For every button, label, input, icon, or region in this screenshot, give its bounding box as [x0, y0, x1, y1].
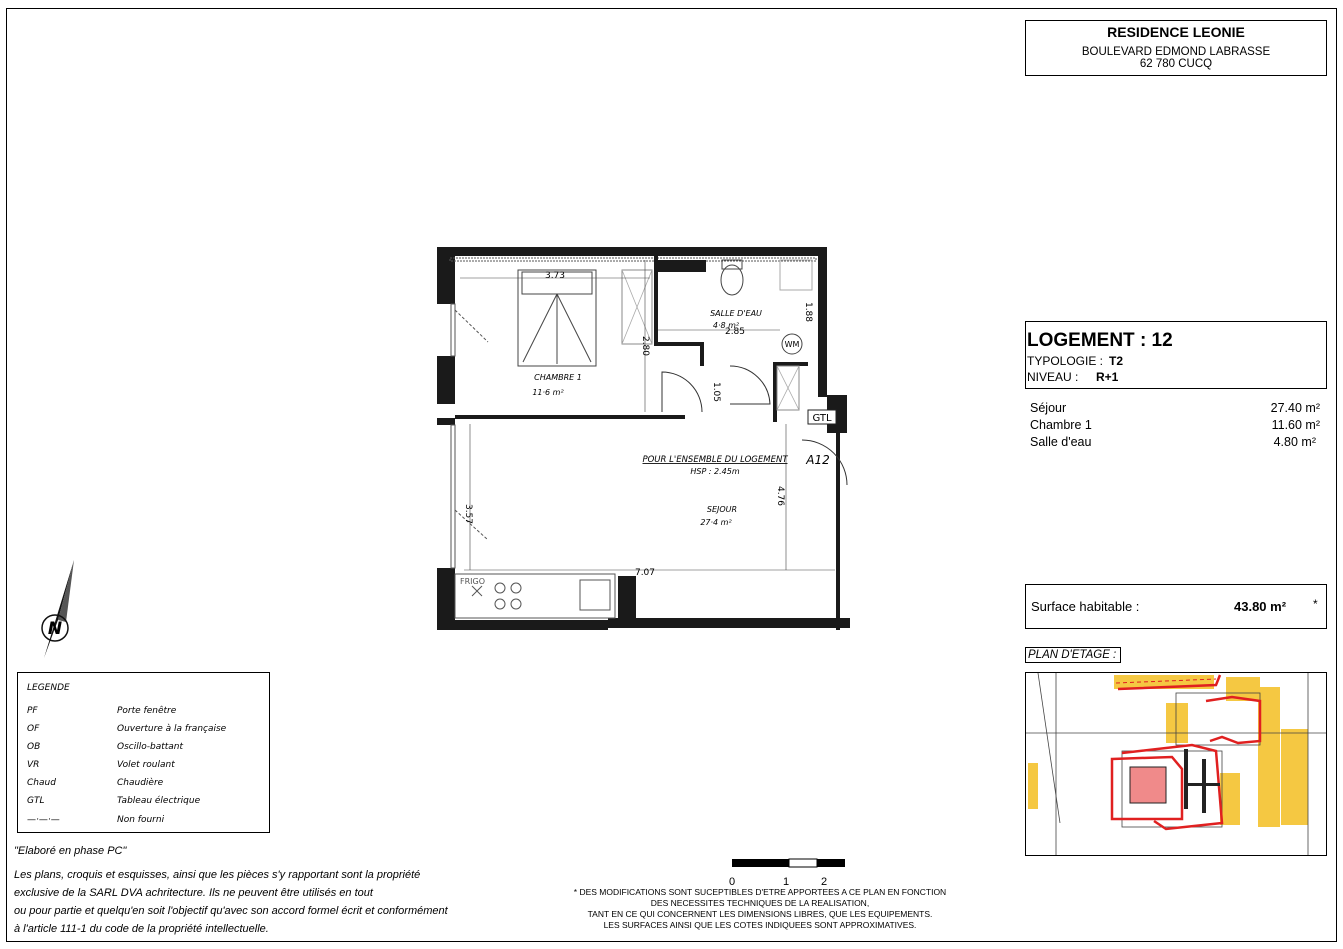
shower-cross [777, 366, 799, 410]
phase-note: "Elaboré en phase PC" [14, 845, 127, 857]
room-name: SALLE D'EAU [710, 309, 762, 318]
surface-room-name: Séjour [1030, 401, 1067, 415]
room-name: CHAMBRE 1 [534, 373, 582, 382]
floor-plan [430, 240, 860, 640]
room-area: 4·8 m² [712, 321, 740, 330]
address-line2: 62 780 CUCQ [1139, 58, 1213, 70]
north-arrow-icon [28, 558, 84, 662]
plan-etage-drawing [1026, 673, 1327, 856]
compass-label: N [47, 619, 63, 639]
surface-habitable-label: Surface habitable : [1031, 599, 1140, 614]
legend-label: Non fourni [117, 815, 165, 825]
disclaimer-line: ou pour partie et quelqu'en soit l'objectif qu'avec son accord formel écrit et conformément [14, 905, 448, 917]
legend-label: Porte fenêtre [117, 706, 177, 716]
legend-code: OB [27, 742, 41, 752]
unit-tag: A12 [806, 453, 830, 467]
dim-label: 3.73 [544, 271, 566, 281]
scale-tick-label: 2 [820, 876, 828, 888]
legend-label: Tableau électrique [117, 796, 201, 806]
surface-room-name: Salle d'eau [1030, 435, 1092, 449]
modifications-line: TANT EN CE QUI CONCERNENT LES DIMENSIONS LIBRES, QUE LES EQUIPEMENTS. [587, 909, 933, 919]
windows [451, 304, 488, 568]
surface-habitable-box [1025, 584, 1327, 629]
hsp-label: HSP : 2.45m [690, 467, 740, 476]
bed-icon [518, 270, 596, 366]
legend-code: OF [27, 724, 40, 734]
legend-code: —·—·— [27, 815, 60, 825]
niveau-value: R+1 [1096, 370, 1119, 384]
disclaimer-line: exclusive de la SARL DVA achritecture. Ils ne peuvent être utilisés en tout [14, 887, 373, 899]
surface-room-area: 11.60 m² [1271, 418, 1320, 432]
residence-name: RESIDENCE LEONIE [1107, 24, 1245, 40]
plan-etage-label: PLAN D'ETAGE : [1025, 647, 1121, 663]
logement-title: LOGEMENT : 12 [1027, 330, 1173, 351]
plan-etage-map [1025, 672, 1327, 856]
scale-tick-label: 0 [728, 876, 736, 888]
dim-label: 2.80 [640, 335, 650, 357]
legend-code: GTL [27, 796, 45, 806]
dim-label: 4.76 [775, 485, 785, 507]
surface-habitable-value: 43.80 m² [1234, 599, 1287, 614]
legend-label: Ouverture à la française [117, 724, 227, 734]
legend-code: PF [27, 706, 38, 716]
wardrobe-cross [622, 270, 652, 344]
legend-box [17, 672, 270, 833]
legend-label: Oscillo-battant [117, 742, 184, 752]
dim-label: 2.85 [724, 327, 746, 337]
gtl-label: GTL [812, 413, 832, 424]
dim-label: 1.88 [803, 301, 813, 323]
sink-icon [780, 260, 812, 290]
ensemble-label: POUR L'ENSEMBLE DU LOGEMENT [642, 455, 788, 465]
scale-tick-label: 1 [782, 876, 790, 888]
modifications-line: * DES MODIFICATIONS SONT SUCEPTIBLES D'ETRE APPORTEES A CE PLAN EN FONCTION [573, 887, 947, 897]
disclaimer-line: à l'article 111-1 du code de la propriété intellectuelle. [14, 923, 269, 935]
disclaimer-line: Les plans, croquis et esquisses, ainsi que les pièces s'y rapportant sont la propriété [14, 869, 421, 881]
logement-box [1025, 321, 1327, 389]
modifications-note [560, 887, 960, 931]
typologie-label: TYPOLOGIE : [1027, 354, 1104, 368]
dim-label: 1.05 [711, 381, 721, 403]
modifications-line: LES SURFACES AINSI QUE LES COTES INDIQUEES SONT APPROXIMATIVES. [603, 920, 917, 930]
surface-room-area: 4.80 m² [1273, 435, 1316, 449]
room-area: 11·6 m² [532, 388, 564, 397]
typologie-value: T2 [1109, 354, 1124, 368]
legend-code: Chaud [27, 778, 56, 788]
frigo-label: FRIGO [460, 577, 486, 586]
scale-bar [725, 857, 855, 889]
surface-habitable-asterisk: * [1313, 597, 1318, 611]
legend-code: VR [27, 760, 40, 770]
surface-room-area: 27.40 m² [1270, 401, 1320, 415]
dim-label: 7.07 [634, 568, 656, 578]
niveau-label: NIVEAU : [1027, 370, 1079, 384]
surface-room-name: Chambre 1 [1030, 418, 1092, 432]
title-block [1025, 20, 1327, 76]
address-line1: BOULEVARD EDMOND LABRASSE [1081, 46, 1271, 58]
dim-label: 3.57 [463, 503, 473, 525]
room-area: 27·4 m² [700, 518, 732, 527]
legend-label: Chaudière [117, 778, 164, 788]
room-name: SEJOUR [706, 505, 738, 514]
legend-title: LEGENDE [27, 683, 70, 693]
legend-label: Volet roulant [117, 760, 175, 770]
wm-label: WM [784, 340, 800, 349]
modifications-line: DES NECESSITES TECHNIQUES DE LA REALISATION, [650, 898, 870, 908]
